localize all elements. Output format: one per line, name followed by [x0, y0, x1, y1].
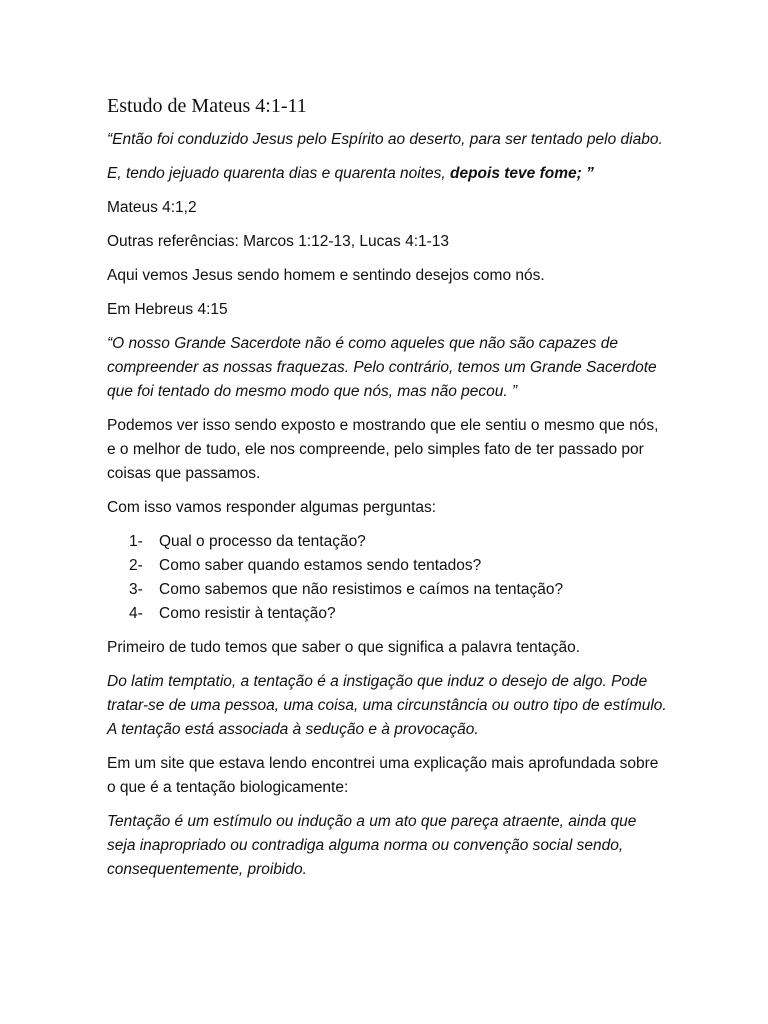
reference-mateus: Mateus 4:1,2	[107, 199, 197, 216]
paragraph-com-isso: Com isso vamos responder algumas perguntas:	[107, 499, 437, 516]
questions-list	[107, 530, 667, 626]
list-item-text: Qual o processo da tentação?	[159, 533, 366, 550]
list-item-text: Como saber quando estamos sendo tentados?	[159, 557, 482, 574]
paragraph-primeiro: Primeiro de tudo temos que saber o que significa a palavra tentação.	[107, 639, 581, 656]
list-item	[129, 578, 667, 602]
definition-biologica: Tentação é um estímulo ou indução a um ato que pareça atraente, ainda que seja inapropriado ou contradiga alguma norma ou convenção social sendo, consequentemente, proibido.	[107, 813, 637, 878]
scripture-quote-2	[107, 162, 667, 186]
reference-hebreus: Em Hebreus 4:15	[107, 301, 228, 318]
list-item	[129, 602, 667, 626]
quote-hebreus: “O nosso Grande Sacerdote não é como aqueles que não são capazes de compreender as nossas fraquezas. Pelo contrário, temos um Grande Sacerdote que foi tentado do mesmo modo que nós, mas não pecou. ”	[107, 335, 657, 400]
list-item-number: 1-	[129, 533, 143, 550]
list-item-number: 4-	[129, 605, 143, 622]
list-item	[129, 554, 667, 578]
document-title: Estudo de Mateus 4:1-11	[107, 95, 307, 117]
scripture-quote-2-bold: depois teve fome; ”	[449, 165, 594, 182]
scripture-quote-1: “Então foi conduzido Jesus pelo Espírito ao deserto, para ser tentado pelo diabo.	[107, 131, 663, 148]
list-item-text: Como resistir à tentação?	[159, 605, 336, 622]
paragraph-site: Em um site que estava lendo encontrei uma explicação mais aprofundada sobre o que é a tentação biologicamente:	[107, 755, 659, 796]
paragraph-aqui: Aqui vemos Jesus sendo homem e sentindo desejos como nós.	[107, 267, 545, 284]
list-item	[129, 530, 667, 554]
document-page	[107, 94, 667, 892]
list-item-number: 3-	[129, 581, 143, 598]
scripture-quote-2-text: E, tendo jejuado quarenta dias e quarenta noites,	[107, 165, 450, 182]
list-item-text: Como sabemos que não resistimos e caímos na tentação?	[159, 581, 564, 598]
definition-latim: Do latim temptatio, a tentação é a instigação que induz o desejo de algo. Pode tratar-se de uma pessoa, uma coisa, uma circunstância ou outro tipo de estímulo. A tentação está associada à sedução e à provocação.	[107, 673, 667, 738]
reference-others: Outras referências: Marcos 1:12-13, Lucas 4:1-13	[107, 233, 450, 250]
list-item-number: 2-	[129, 557, 143, 574]
paragraph-podemos: Podemos ver isso sendo exposto e mostrando que ele sentiu o mesmo que nós, e o melhor de tudo, ele nos compreende, pelo simples fato de ter passado por coisas que passamos.	[107, 417, 659, 482]
